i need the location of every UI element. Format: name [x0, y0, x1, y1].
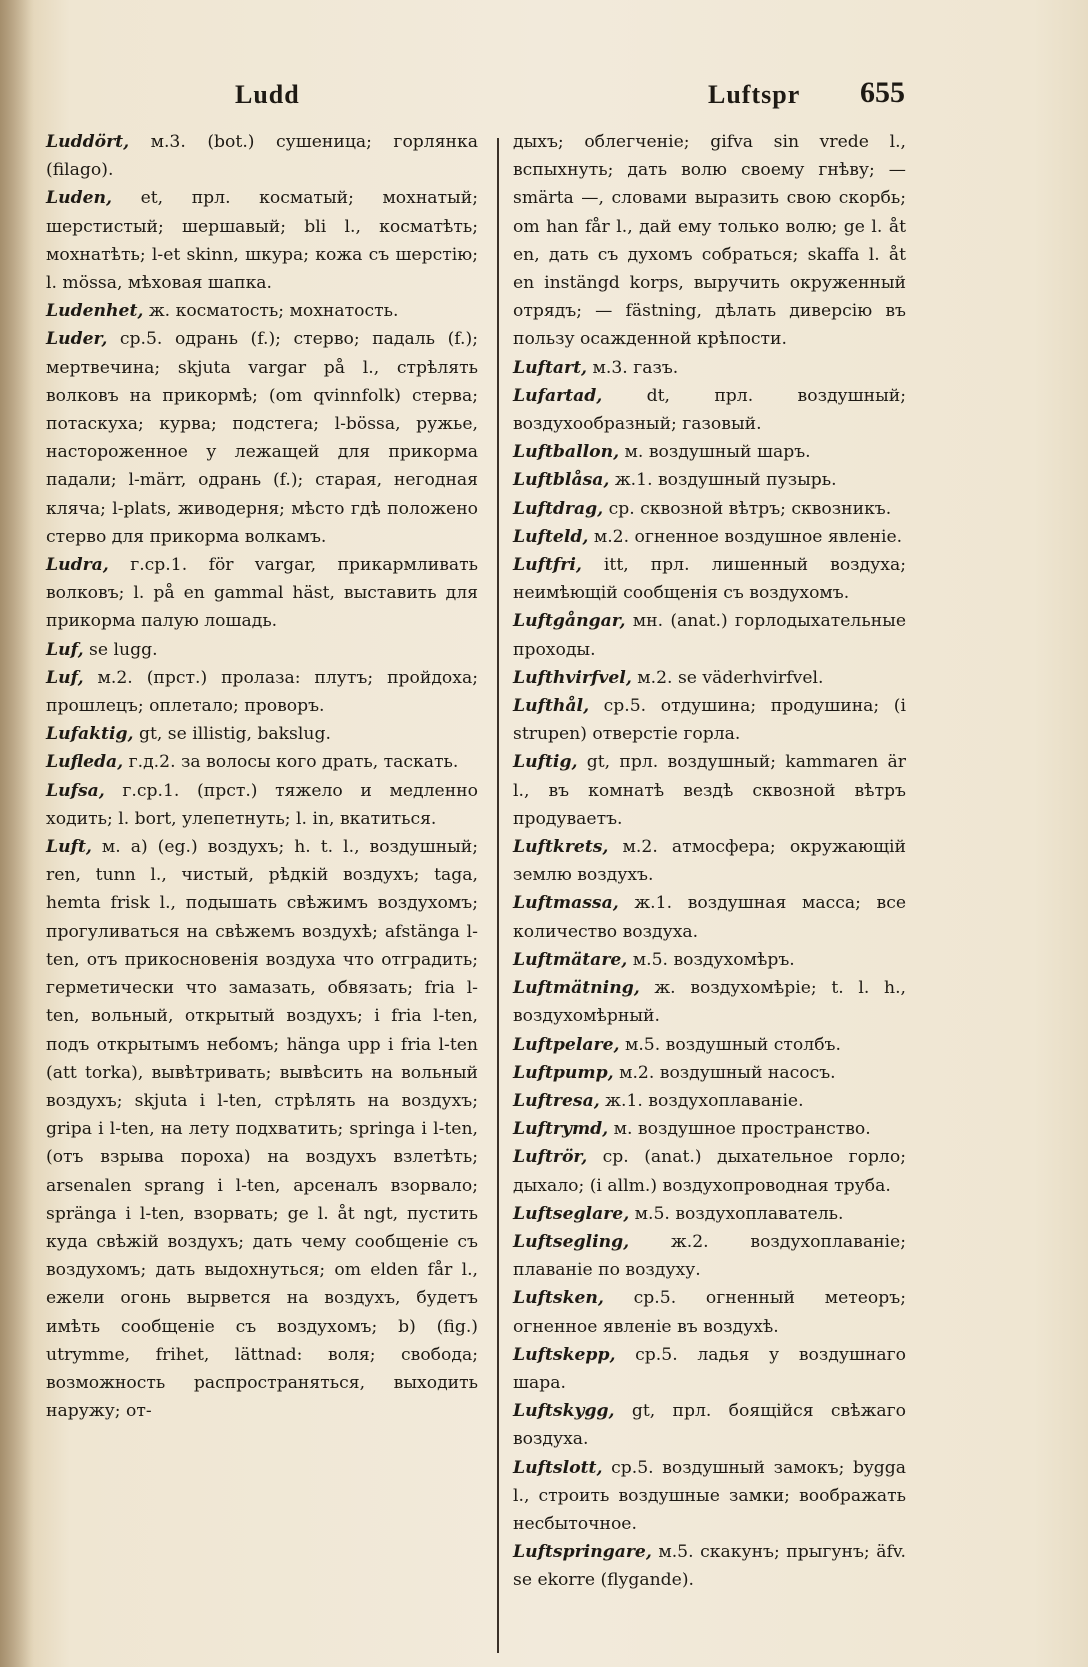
entry-definition: г.ср.1. för vargar, прикармливать волковъ; l. på en gammal häst, выставить для прикорма палую лошадь. [46, 555, 478, 632]
entry-headword: Lufaktig, [46, 724, 134, 745]
dictionary-entry [513, 1228, 906, 1284]
entry-headword: Luftballon, [513, 442, 620, 463]
entry-definition: ср.5. ладья у воздушнаго шара. [513, 1344, 906, 1393]
entry-definition: м.2. воздушный насосъ. [613, 1062, 836, 1083]
dictionary-entry [513, 1087, 906, 1115]
entry-headword: Luftslott, [513, 1457, 603, 1478]
dictionary-entry [513, 1284, 906, 1340]
entry-headword: Luden, [46, 188, 113, 209]
header-right-word: Luftspr [708, 80, 801, 109]
dictionary-entry [513, 1397, 906, 1453]
entry-definition: м.5. воздухоплаватель. [629, 1203, 844, 1224]
entry-definition: ж. воздухомѣріе; t. l. h., воздухомѣрный. [513, 978, 906, 1027]
entry-headword: Luftart, [513, 357, 588, 378]
column-divider [497, 138, 499, 1653]
right-column [513, 128, 906, 1595]
entry-definition: gt, прл. боящійся свѣжаго воздуха. [513, 1401, 906, 1450]
dictionary-entry [513, 1115, 906, 1143]
entry-definition: dt, прл. воздушный; воздухообразный; газовый. [513, 385, 906, 435]
entry-headword: Luder, [46, 329, 108, 350]
dictionary-entry [513, 664, 906, 692]
entry-definition: ср. сквозной вѣтръ; сквозникъ. [603, 498, 892, 519]
page-number: 655 [860, 76, 905, 109]
entry-definition: м.3. (bot.) сушеница; горлянка (filago). [46, 132, 478, 181]
entry-definition: ж.1. воздушный пузырь. [609, 470, 837, 491]
dictionary-entry [513, 833, 906, 889]
entry-definition: ж. косматость; мохнатость. [143, 301, 399, 322]
header-left-word: Ludd [235, 80, 300, 109]
entry-headword: Luftresa, [513, 1090, 600, 1111]
dictionary-entry [513, 1538, 906, 1594]
dictionary-entry [46, 184, 478, 297]
entry-headword: Luft, [46, 837, 92, 858]
entry-definition: se lugg. [83, 639, 158, 660]
entry-headword: Lufartad, [513, 385, 603, 406]
entry-headword: Luftspringare, [513, 1542, 652, 1563]
entry-definition: м.5. воздушный столбъ. [619, 1034, 841, 1055]
entry-headword: Lufthål, [513, 696, 590, 717]
dictionary-entry [513, 495, 906, 523]
entry-definition: мн. (anat.) горлодыхательные проходы. [513, 611, 906, 660]
dictionary-entry [46, 297, 478, 325]
dictionary-entry [46, 777, 478, 833]
dictionary-entry [513, 1200, 906, 1228]
dictionary-entry [513, 1454, 906, 1539]
entry-headword: Luftmätare, [513, 949, 628, 970]
entry-headword: Luftsken, [513, 1288, 604, 1309]
entry-headword: Luddört, [46, 132, 130, 152]
dictionary-entry [513, 1031, 906, 1059]
entry-definition: дыхъ; облегченіе; gifva sin vrede l., вспыхнуть; дать волю своему гнѣву; — smärta —, словами выразить свою скорбь; om han får l., дай ему только волю; ge l. åt en, дать съ духомъ собраться; skaffa l. åt en instängd korps, выручить окруженный отрядъ; — fästning, дѣлать диверсію въ пользу осажденной крѣпости. [513, 132, 906, 350]
entry-headword: Luf, [46, 639, 84, 660]
entry-definition: м.5. скакунъ; прыгунъ; äfv. se ekorre (flygande). [513, 1542, 906, 1591]
dictionary-entry [46, 664, 478, 720]
entry-definition: ср.5. одрань (f.); стерво; падаль (f.); мертвечина; skjuta vargar på l., стрѣлять волковъ на прикормѣ; (om qvinnfolk) стерва; потаскуха; курва; подстега; l-bössa, ружье, настороженное у лежащей для прикорма падали; l-märr, одрань (f.); старая, негодная кляча; l-plats, живодерня; мѣсто гдѣ положено стерво для прикорма волкамъ. [46, 329, 478, 547]
entry-definition: м.2. se väderhvirfvel. [631, 667, 824, 688]
entry-headword: Luftgångar, [513, 611, 626, 632]
entry-definition: et, прл. косматый; мохнатый; шерстистый; шершавый; bli l., косматѣть; мохнатѣть; l-et skinn, шкура; кожа съ шерстію; l. mössa, мѣховая шапка. [46, 188, 478, 294]
dictionary-entry [513, 1143, 906, 1199]
dictionary-entry [513, 946, 906, 974]
entry-headword: Luf, [46, 667, 84, 688]
entry-definition: г.д.2. за волосы кого драть, таскать. [123, 752, 459, 773]
dictionary-entry [46, 128, 478, 184]
dictionary-entry [513, 1059, 906, 1087]
entry-headword: Ludra, [46, 555, 109, 576]
entry-headword: Luftdrag, [513, 498, 604, 519]
entry-definition: ср.5. отдушина; продушина; (i strupen) отверстіе горла. [513, 696, 906, 745]
dictionary-entry [513, 889, 906, 945]
entry-headword: Luftskygg, [513, 1401, 615, 1422]
dictionary-entry [513, 1341, 906, 1397]
entry-definition: ж.1. воздухоплаваніе. [599, 1090, 804, 1111]
entry-definition: ж.2. воздухоплаваніе; плаваніе по воздуху. [513, 1231, 906, 1281]
entry-definition: м.2. атмосфера; окружающій землю воздухъ. [513, 837, 906, 886]
dictionary-entry [513, 382, 906, 438]
dictionary-entry [513, 607, 906, 663]
entry-definition: ср.5. огненный метеоръ; огненное явленіе въ воздухѣ. [513, 1288, 906, 1337]
entry-definition: м.5. воздухомѣръ. [627, 949, 795, 970]
dictionary-entry [513, 748, 906, 833]
entry-definition: gt, se illistig, bakslug. [133, 724, 331, 745]
entry-definition: ср. (anat.) дыхательное горло; дыхало; (i allm.) воздухопроводная труба. [513, 1147, 906, 1196]
entry-headword: Luftrymd, [513, 1119, 609, 1140]
dictionary-entry [46, 720, 478, 748]
entry-headword: Luftsegling, [513, 1231, 630, 1252]
dictionary-entry [513, 466, 906, 494]
entry-headword: Luftblåsa, [513, 470, 610, 491]
dictionary-entry [46, 551, 478, 636]
entry-headword: Luftmassa, [513, 893, 619, 914]
entry-headword: Lufteld, [513, 526, 589, 547]
entry-definition: м. воздушный шаръ. [619, 442, 811, 463]
entry-headword: Luftpump, [513, 1062, 614, 1083]
entry-definition: м.3. газъ. [587, 357, 679, 378]
entry-definition: м.2. огненное воздушное явленіе. [588, 526, 903, 547]
entry-headword: Luftpelare, [513, 1034, 620, 1055]
entry-headword: Luftfri, [513, 555, 582, 576]
entry-definition: г.ср.1. (прст.) тяжело и медленно ходить; l. bort, улепетнуть; l. in, вкатиться. [46, 780, 478, 829]
dictionary-entry [513, 551, 906, 607]
dictionary-entry [513, 692, 906, 748]
entry-headword: Luftmätning, [513, 978, 640, 999]
entry-headword: Ludenhet, [46, 301, 144, 322]
entry-headword: Luftrör, [513, 1147, 588, 1168]
dictionary-entry [513, 523, 906, 551]
entry-headword: Lufsa, [46, 780, 105, 801]
entry-headword: Luftseglare, [513, 1203, 630, 1224]
entry-definition: ср.5. воздушный замокъ; bygga l., строить воздушные замки; воображать несбыточное. [513, 1457, 906, 1534]
entry-headword: Luftskepp, [513, 1344, 616, 1365]
dictionary-entry [513, 438, 906, 466]
dictionary-entry [46, 748, 478, 776]
entry-headword: Luftkrets, [513, 837, 609, 858]
entry-definition: м. воздушное пространство. [608, 1119, 871, 1140]
entry-headword: Luftig, [513, 752, 578, 773]
entry-headword: Lufleda, [46, 752, 124, 773]
dictionary-entry [46, 636, 478, 664]
entry-definition: itt, прл. лишенный воздуха; неимѣющій сообщенія съ воздухомъ. [513, 555, 906, 604]
left-column [46, 128, 478, 1425]
dictionary-entry [513, 974, 906, 1030]
dictionary-entry [513, 354, 906, 382]
page-header [0, 76, 1088, 116]
entry-definition: м.2. (прст.) пролаза: плутъ; пройдоха; прошлецъ; оплетало; проворъ. [46, 667, 478, 717]
entry-headword: Lufthvirfvel, [513, 667, 632, 688]
dictionary-entry [46, 833, 478, 1425]
entry-definition: gt, прл. воздушный; kammaren är l., въ комнатѣ вездѣ сквозной вѣтръ продуваетъ. [513, 752, 906, 829]
dictionary-entry [46, 325, 478, 551]
entry-definition: м. a) (eg.) воздухъ; h. t. l., воздушный; ren, tunn l., чистый, рѣдкій воздухъ; taga, hemta frisk l., подышать свѣжимъ воздухомъ; прогуливаться на свѣжемъ воздухѣ; afstänga l-ten, отъ прикосновенія воздуха что отградить; герметически что замазать, обвязать; fria l-ten, вольный, открытый воздухъ; i fria l-ten, подъ открытымъ небомъ; hänga upp i fria l-ten (att torka), вывѣтривать; вывѣсить на вольный воздухъ; skjuta i l-ten, стрѣлять на воздухъ; gripa i l-ten, на лету подхватить; springa i l-ten, (отъ взрыва пороха) на воздухъ взлетѣть; arsenalen sprang i l-ten, арсеналъ взорвало; spränga i l-ten, взорвать; ge l. åt ngt, пустить куда свѣжій воздухъ; дать чему сообщеніе съ воздухомъ; дать выдохнуться; om elden får l., ежели огонь вырвется на воздухъ, будетъ имѣть сообщеніе съ воздухомъ; b) (fig.) utrymme, frihet, lättnad: воля; свобода; возможность распространяться, выходить наружу; от- [46, 837, 478, 1422]
page-edge-shadow [0, 0, 34, 1667]
entry-definition: ж.1. воздушная масса; все количество воздуха. [513, 893, 906, 942]
dictionary-entry [513, 128, 906, 354]
